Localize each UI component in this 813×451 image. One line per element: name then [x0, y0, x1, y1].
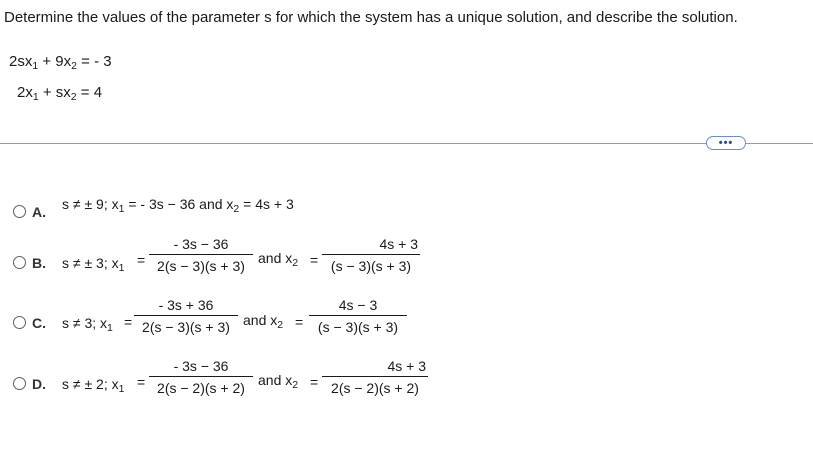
option-d-x1-denominator: 2(s − 2)(s + 2): [157, 380, 245, 396]
option-b-x2-fraction: [322, 236, 420, 274]
option-d-sub1: 1: [118, 383, 125, 395]
option-b-letter: B.: [32, 255, 46, 271]
option-c-x1-fraction: [134, 297, 238, 335]
option-b-condition: [62, 255, 125, 274]
option-b-x2-numerator: 4s + 3: [379, 236, 418, 252]
option-d-and: [258, 372, 299, 391]
eq2-term-a: 2x: [17, 84, 33, 101]
option-c-sub1: 1: [107, 322, 113, 334]
divider: [0, 143, 813, 144]
option-b-x1-numerator: - 3s − 36: [173, 236, 229, 252]
equation-1: [9, 53, 112, 70]
question-text: Determine the values of the parameter s for which the system has a unique solution, and describe the solution.: [4, 9, 738, 26]
option-b-sub1: 1: [118, 262, 125, 274]
option-a-part3: = 4s + 3: [239, 196, 294, 212]
option-c-x2-numerator: 4s − 3: [338, 297, 378, 313]
option-b-and: [258, 250, 299, 269]
option-c-x2-fraction: [309, 297, 407, 335]
eq2-term-b: + sx: [38, 84, 71, 101]
eq1-sub-a: 1: [32, 60, 39, 72]
option-b-radio[interactable]: [13, 256, 26, 269]
option-d-letter: D.: [32, 376, 46, 392]
option-d-radio[interactable]: [13, 377, 26, 390]
option-b-sub2: 2: [292, 257, 299, 269]
option-d-condition: [62, 376, 125, 395]
option-c-letter: C.: [32, 315, 46, 331]
option-c-x1-numerator: - 3s + 36: [158, 297, 214, 313]
option-c-x2-denominator: (s − 3)(s + 3): [317, 319, 399, 335]
eq2-sub-a: 1: [32, 91, 39, 103]
option-c-condition: [62, 315, 113, 334]
option-a-part2: = - 3s − 36 and x: [124, 196, 234, 212]
eq1-rhs: = - 3: [76, 53, 112, 70]
option-b-x1-denominator: 2(s − 3)(s + 3): [157, 258, 245, 274]
option-c-cond-text: s ≠ 3; x: [62, 315, 108, 331]
eq1-sub-b: 2: [71, 60, 77, 72]
option-c-and: [243, 312, 284, 331]
option-c-eq2: =: [295, 314, 304, 330]
option-c-radio[interactable]: [13, 316, 26, 329]
more-button[interactable]: •••: [706, 136, 746, 150]
option-d-x2-fraction: [322, 358, 428, 396]
option-c-and-text: and x: [243, 312, 278, 328]
option-c-x1-denominator: 2(s − 3)(s + 3): [142, 319, 230, 335]
option-b-x1-fraction: [149, 236, 253, 274]
option-a-radio[interactable]: [13, 205, 26, 218]
option-c-eq1: =: [124, 314, 133, 330]
option-d-x1-fraction: [149, 358, 253, 396]
option-d-x1-numerator: - 3s − 36: [173, 358, 229, 374]
option-d-x2-denominator: 2(s − 2)(s + 2): [331, 380, 419, 396]
option-a-letter: A.: [32, 204, 46, 220]
option-c-sub2: 2: [277, 319, 284, 331]
eq1-term-b: + 9x: [38, 53, 72, 70]
eq2-sub-b: 2: [70, 91, 77, 103]
option-d-eq2: =: [310, 374, 319, 390]
option-d-eq1: =: [137, 374, 146, 390]
option-a-text[interactable]: [62, 196, 294, 215]
eq1-term-a: 2sx: [9, 53, 33, 70]
equation-2: [17, 84, 102, 101]
option-a-sub1: 1: [118, 203, 125, 215]
option-b-x2-denominator: (s − 3)(s + 3): [330, 258, 412, 274]
option-b-eq1: =: [137, 252, 146, 268]
option-d-and-text: and x: [258, 372, 293, 388]
option-a-sub2: 2: [233, 203, 240, 215]
option-b-eq2: =: [310, 252, 319, 268]
option-d-x2-numerator: 4s + 3: [387, 358, 426, 374]
option-d-sub2: 2: [292, 379, 299, 391]
option-b-cond-text: s ≠ ± 3; x: [62, 255, 119, 271]
option-d-cond-text: s ≠ ± 2; x: [62, 376, 119, 392]
option-b-and-text: and x: [258, 250, 293, 266]
eq2-rhs: = 4: [76, 84, 103, 101]
option-a-part1: s ≠ ± 9; x: [62, 196, 119, 212]
